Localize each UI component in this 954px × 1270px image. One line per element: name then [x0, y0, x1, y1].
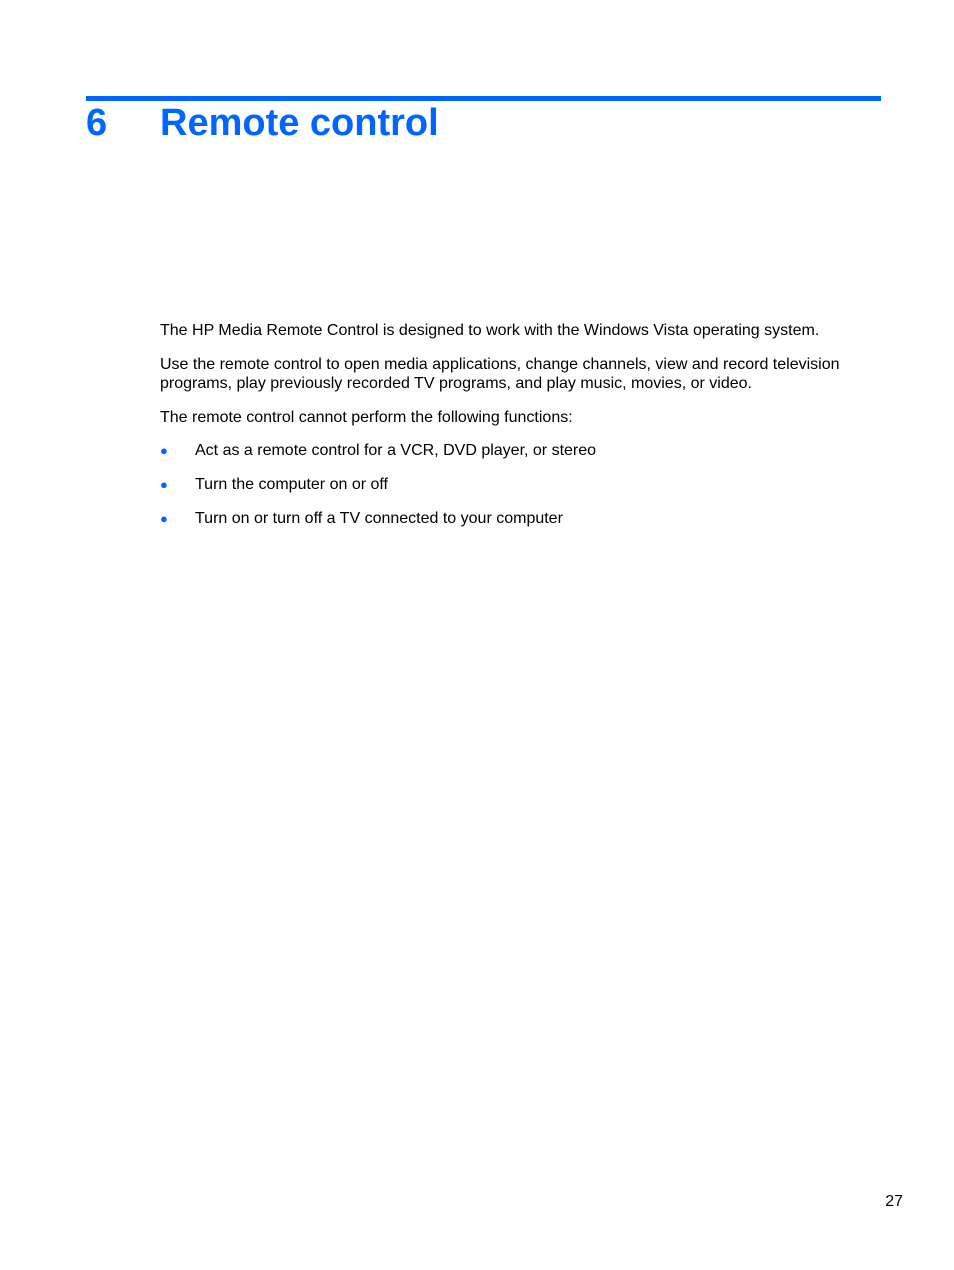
limitations-list [160, 441, 860, 543]
list-item-text: Turn the computer on or off [195, 476, 388, 493]
list-item [160, 441, 860, 475]
bullet-icon: ● [160, 477, 168, 492]
list-item [160, 475, 860, 509]
bullet-icon: ● [160, 443, 168, 458]
list-item [160, 509, 860, 543]
intro-paragraph: The HP Media Remote Control is designed to work with the Windows Vista operating system. [160, 322, 820, 339]
list-item-text: Act as a remote control for a VCR, DVD player, or stereo [195, 442, 597, 459]
limitations-paragraph: The remote control cannot perform the following functions: [160, 409, 573, 426]
page-number: 27 [885, 1193, 903, 1210]
chapter-title: Remote control [160, 102, 439, 144]
bullet-icon: ● [160, 511, 168, 526]
chapter-number: 6 [86, 102, 108, 144]
usage-paragraph: Use the remote control to open media applications, change channels, view and record television programs, play previously recorded TV programs, and play music, movies, or video. [160, 356, 840, 392]
list-item-text: Turn on or turn off a TV connected to your computer [195, 510, 563, 527]
